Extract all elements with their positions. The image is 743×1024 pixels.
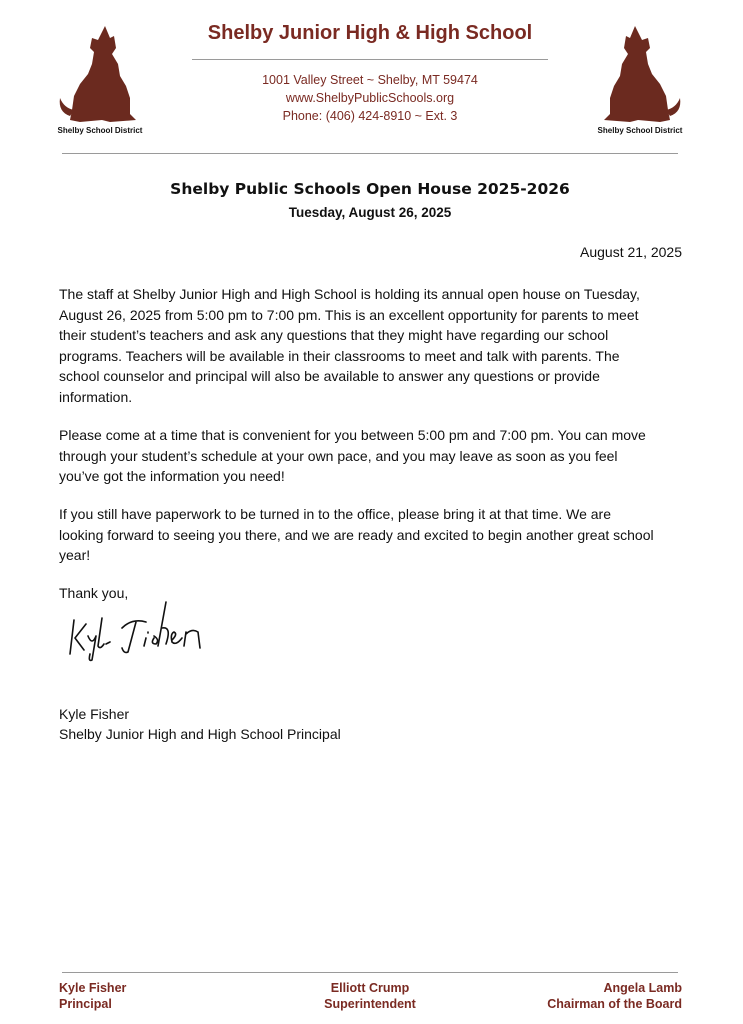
school-logo-right (590, 24, 690, 144)
paragraph-line: through your student’s schedule at your own pace, and you may leave as soon as you feel (59, 447, 618, 464)
signer-name: Kyle Fisher (59, 706, 130, 722)
paragraph-line: If you still have paperwork to be turned in to the office, please bring it at that time. We are (59, 506, 612, 522)
letter-paragraph-3 (59, 504, 685, 566)
footer-right (547, 980, 682, 1012)
paragraph-line: you’ve got the information you need! (59, 468, 285, 484)
letter-closing: Thank you, (59, 585, 129, 601)
school-website[interactable]: www.ShelbyPublicSchools.org (285, 91, 455, 105)
letterhead-divider (62, 153, 678, 154)
paragraph-line: looking forward to seeing you there, and we are ready and excited to begin another great school (59, 526, 654, 543)
logo-caption-right: Shelby School District (597, 126, 683, 135)
letter-paragraph-1 (59, 284, 685, 407)
footer-divider (62, 972, 678, 973)
header-rule (192, 59, 548, 60)
footer-left (59, 980, 126, 1012)
paragraph-line: August 26, 2025 from 5:00 pm to 7:00 pm. This is an excellent opportunity for parents to meet (59, 306, 639, 323)
paragraph-line: Please come at a time that is convenient for you between 5:00 pm and 7:00 pm. You can move (59, 427, 646, 443)
event-title: Shelby Public Schools Open House 2025-2026 (170, 180, 570, 198)
paragraph-line: year! (59, 547, 91, 563)
letter-paragraph-2 (59, 425, 685, 487)
school-name: Shelby Junior High & High School (207, 22, 533, 44)
school-logo-left (50, 24, 150, 144)
paragraph-line: The staff at Shelby Junior High and High School is holding its annual open house on Tuesday, (59, 286, 640, 302)
letter-date: August 21, 2025 (580, 244, 682, 260)
footer-title: Superintendent (324, 997, 416, 1011)
paragraph-line: programs. Teachers will be available in their classrooms to meet and talk with parents. The (59, 347, 620, 364)
paragraph-line: their student’s teachers and ask any questions that they might have regarding our school (59, 327, 609, 343)
school-address: 1001 Valley Street ~ Shelby, MT 59474 (262, 73, 478, 87)
footer-name: Angela Lamb (603, 981, 682, 995)
footer-title: Principal (59, 997, 112, 1011)
howling-wolf-icon (590, 24, 690, 124)
event-date: Tuesday, August 26, 2025 (288, 205, 452, 220)
howling-wolf-icon (50, 24, 150, 124)
footer-name: Elliott Crump (330, 981, 410, 995)
paragraph-line: information. (59, 388, 133, 405)
footer-center (270, 980, 470, 1012)
footer-name: Kyle Fisher (59, 981, 127, 995)
school-phone: Phone: (406) 424-8910 ~ Ext. 3 (282, 109, 458, 123)
signer-title: Shelby Junior High and High School Principal (59, 726, 341, 742)
logo-caption-left: Shelby School District (57, 126, 143, 135)
footer-title: Chairman of the Board (547, 997, 682, 1011)
handwritten-signature (66, 598, 216, 664)
paragraph-line: school counselor and principal will also be available to answer any questions or provide (59, 368, 600, 384)
